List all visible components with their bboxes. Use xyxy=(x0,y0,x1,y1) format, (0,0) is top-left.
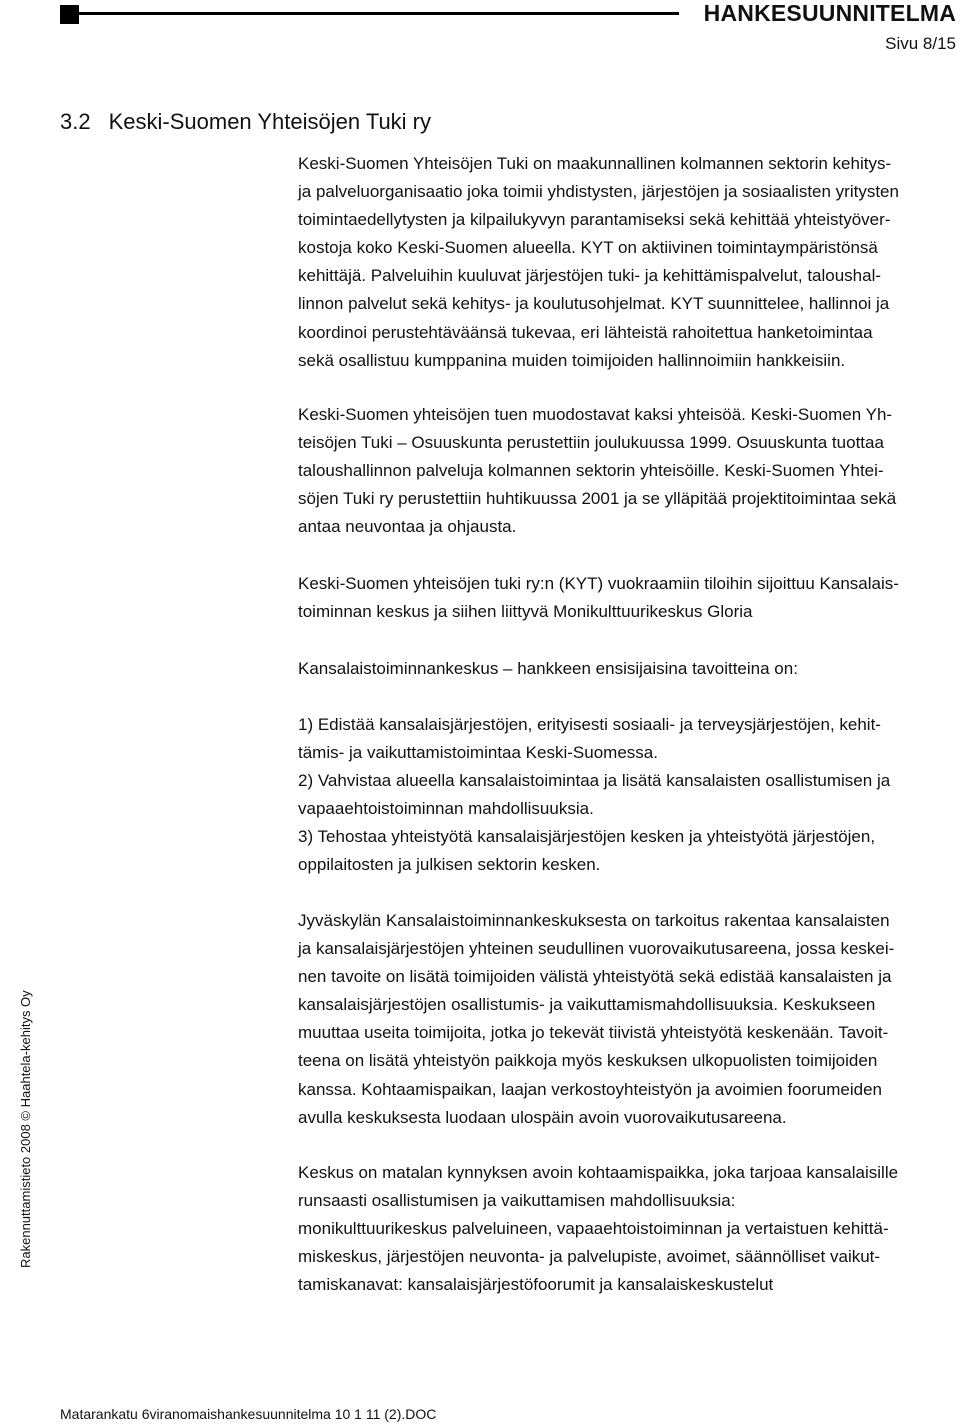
paragraph-3 xyxy=(298,570,958,626)
text-line: kansalaisjärjestöjen osallistumis- ja vaikuttamismahdollisuuksia. Keskukseen xyxy=(298,995,876,1015)
list-item: tämis- ja vaikuttamistoimintaa Keski-Suomessa. xyxy=(298,743,658,763)
text-line: nen tavoite on lisätä toimijoiden välistä yhteistyötä sekä edistää kansalaisten ja xyxy=(298,967,892,987)
text-line: toiminnan keskus ja siihen liittyvä Monikulttuurikeskus Gloria xyxy=(298,602,753,622)
text-line: monikulttuurikeskus palveluineen, vapaaehtoistoiminnan ja vertaistuen kehittä- xyxy=(298,1219,889,1239)
text-line: kehittäjä. Palveluihin kuuluvat järjestöjen tuki- ja kehittämispalvelut, taloushal- xyxy=(298,266,882,286)
text-line: runsaasti osallistumisen ja vaikuttamisen mahdollisuuksia: xyxy=(298,1191,736,1211)
paragraph xyxy=(298,711,958,880)
text-line: avulla keskuksesta luodaan ulospäin avoin vuorovaikutusareena. xyxy=(298,1107,787,1127)
list-item: oppilaitosten ja julkisen sektorin kesken. xyxy=(298,855,601,875)
paragraph-7 xyxy=(298,1159,958,1299)
header-rule xyxy=(79,12,679,15)
paragraph xyxy=(298,570,958,626)
paragraph xyxy=(298,907,958,1132)
paragraph-4 xyxy=(298,655,958,683)
document-title: HANKESUUNNITELMA xyxy=(703,0,956,26)
paragraph xyxy=(298,150,958,375)
paragraph xyxy=(298,401,958,541)
footer-filename: Matarankatu 6viranomaishankesuunnitelma 10 1 11 (2).DOC xyxy=(60,1406,437,1422)
paragraph xyxy=(298,1159,958,1299)
list-item: 2) Vahvistaa alueella kansalaistoimintaa ja lisätä kansalaisten osallistumisen ja xyxy=(298,771,891,791)
goals-list xyxy=(298,711,958,880)
list-item: 1) Edistää kansalaisjärjestöjen, erityisesti sosiaali- ja terveysjärjestöjen, kehit- xyxy=(298,715,881,734)
page-number: Sivu 8/15 xyxy=(885,34,956,53)
text-line: söjen Tuki ry perustettiin huhtikuussa 2001 ja se ylläpitää projektitoimintaa sekä xyxy=(298,489,897,509)
text-line: muuttaa useita toimijoita, jotka jo tekevät tiivistä yhteistyötä keskenään. Tavoit- xyxy=(298,1023,889,1043)
text-line: koordinoi perustehtäväänsä tukevaa, eri lähteistä rahoitettua hanketoimintaa xyxy=(298,322,873,342)
text-line: kanssa. Kohtaamispaikan, laajan verkostoyhteistyön ja avoimien foorumeiden xyxy=(298,1079,882,1099)
text-line: Keskus on matalan kynnyksen avoin kohtaamispaikka, joka tarjoaa kansalaisille xyxy=(298,1163,899,1182)
section-heading xyxy=(60,109,431,135)
copyright-side-text: Rakennuttamistieto 2008 © Haahtela-kehitys Oy xyxy=(18,990,33,1268)
text-line: kostoja koko Keski-Suomen alueella. KYT on aktiivinen toimintaympäristönsä xyxy=(298,238,878,258)
text-line: Jyväskylän Kansalaistoiminnankeskuksesta on tarkoitus rakentaa kansalaisten xyxy=(298,911,890,930)
text-line: ja kansalaisjärjestöjen yhteinen seudullinen vuorovaikutusareena, jossa keskei- xyxy=(298,939,895,959)
text-line: Keski-Suomen Yhteisöjen Tuki on maakunnallinen kolmannen sektorin kehitys- xyxy=(298,154,892,173)
text-line: ja palveluorganisaatio joka toimii yhdistysten, järjestöjen ja sosiaalisten yritysten xyxy=(298,182,899,202)
text-line: teisöjen Tuki – Osuuskunta perustettiin joulukuussa 1999. Osuuskunta tuottaa xyxy=(298,433,884,453)
paragraph-2 xyxy=(298,401,958,541)
header-marker-square xyxy=(60,5,79,24)
text-line: Kansalaistoiminnankeskus – hankkeen ensisijaisina tavoitteina on: xyxy=(298,659,798,678)
text-line: Keski-Suomen yhteisöjen tuen muodostavat kaksi yhteisöä. Keski-Suomen Yh- xyxy=(298,405,893,424)
text-line: taloushallinnon palveluja kolmannen sektorin yhteisöille. Keski-Suomen Yhtei- xyxy=(298,461,884,481)
text-line: tamiskanavat: kansalaisjärjestöfoorumit ja kansalaiskeskustelut xyxy=(298,1275,774,1295)
text-line: Keski-Suomen yhteisöjen tuki ry:n (KYT) vuokraamiin tiloihin sijoittuu Kansalais- xyxy=(298,574,899,593)
paragraph-6 xyxy=(298,907,958,1132)
text-line: miskeskus, järjestöjen neuvonta- ja palvelupiste, avoimet, säännölliset vaikut- xyxy=(298,1247,881,1267)
section-number: 3.2 xyxy=(60,109,91,134)
paragraph-1 xyxy=(298,150,958,375)
paragraph xyxy=(298,655,958,683)
text-line: sekä osallistuu kumppanina muiden toimijoiden hallinnoimiin hankkeisiin. xyxy=(298,350,846,370)
text-line: linnon palvelut sekä kehitys- ja koulutusohjelmat. KYT suunnittelee, hallinnoi ja xyxy=(298,294,890,314)
list-item: 3) Tehostaa yhteistyötä kansalaisjärjestöjen kesken ja yhteistyötä järjestöjen, xyxy=(298,827,876,847)
section-title: Keski-Suomen Yhteisöjen Tuki ry xyxy=(108,109,432,134)
text-line: antaa neuvontaa ja ohjausta. xyxy=(298,517,517,537)
text-line: teena on lisätä yhteistyön paikkoja myös keskuksen ulkopuolisten toimijoiden xyxy=(298,1051,878,1071)
text-line: toimintaedellytysten ja kilpailukyvyn parantamiseksi sekä kehittää yhteistyöver- xyxy=(298,210,891,230)
list-item: vapaaehtoistoiminnan mahdollisuuksia. xyxy=(298,799,594,819)
